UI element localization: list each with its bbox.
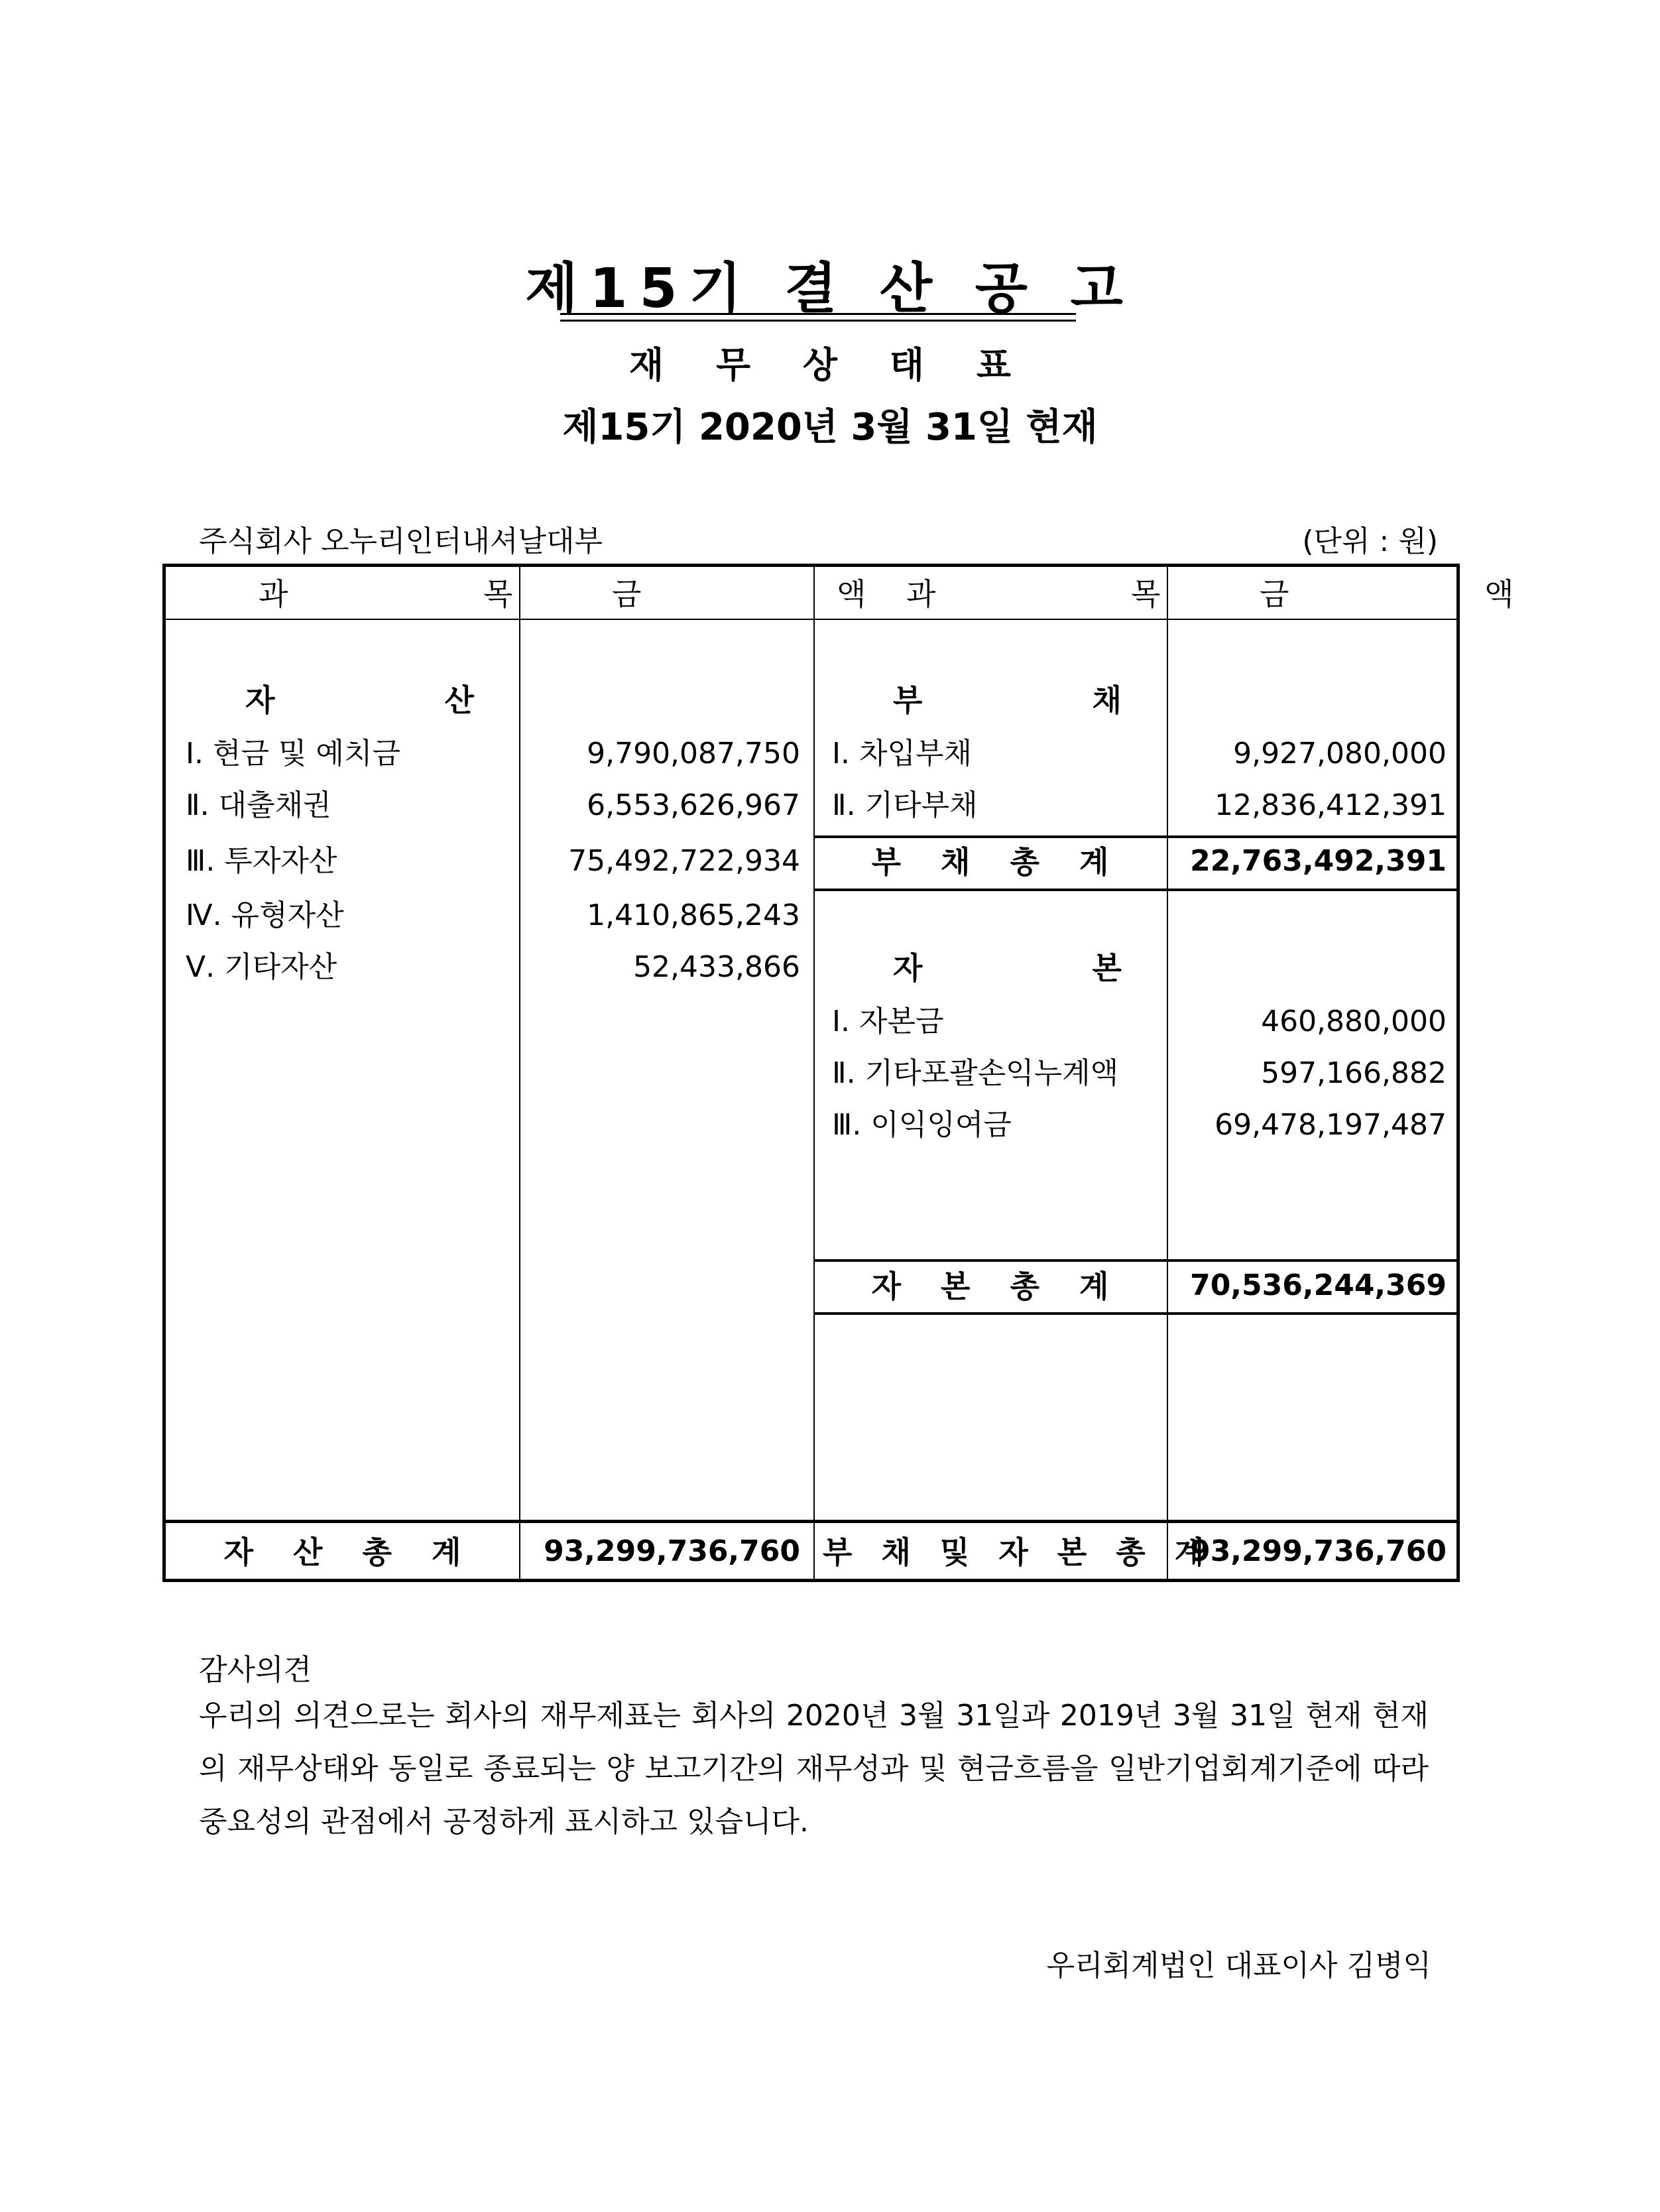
column-divider — [813, 567, 815, 1579]
unit-label: (단위 : 원) — [1302, 524, 1438, 558]
total-divider — [166, 1520, 1456, 1523]
column-divider — [519, 567, 520, 1579]
liability-item-amount: 9,927,080,000 — [1233, 737, 1447, 770]
asset-item-amount: 75,492,722,934 — [568, 844, 800, 878]
asset-item-label: Ⅴ. 기타자산 — [186, 950, 337, 984]
audit-opinion-body: 우리의 의견으로는 회사의 재무제표는 회사의 2020년 3월 31일과 2019년 3월 31일 현재 현재의 재무상태와 동일로 종료되는 양 보고기간의 재무성과 및 현금흐름을 일반기업회계기준에 따라 중요성의 관점에서 공정하게 표시하고 있습니다. — [199, 1699, 1429, 1839]
equity-item-amount: 597,166,882 — [1261, 1056, 1447, 1090]
company-name: 주식회사 오누리인터내셔날대부 — [199, 524, 603, 558]
asset-item-amount: 6,553,626,967 — [587, 788, 800, 822]
liabilities-total-top-line — [813, 835, 1456, 838]
equity-item-label: Ⅲ. 이익잉여금 — [832, 1108, 1012, 1142]
header-right-item: 과 목 — [906, 576, 1254, 612]
assets-total-amount: 93,299,736,760 — [544, 1534, 800, 1568]
equity-item-label: Ⅰ. 자본금 — [832, 1005, 944, 1038]
liabilities-total-label: 부 채 총 계 — [871, 844, 1124, 880]
asset-item-amount: 52,433,866 — [633, 950, 800, 984]
page-title: 제15기 결 산 공 고 — [525, 257, 1135, 320]
equity-section-title: 자 본 — [893, 950, 1201, 986]
asset-item-label: Ⅰ. 현금 및 예치금 — [186, 737, 400, 770]
balance-sheet-table — [162, 564, 1607, 1582]
liabilities-equity-total-label: 부 채 및 자 본 총 계 — [823, 1534, 1214, 1570]
equity-item-amount: 460,880,000 — [1261, 1005, 1447, 1038]
equity-item-amount: 69,478,197,487 — [1215, 1108, 1447, 1142]
asset-item-amount: 9,790,087,750 — [587, 737, 800, 770]
asset-item-label: Ⅱ. 대출채권 — [186, 788, 331, 822]
asset-item-label: Ⅳ. 유형자산 — [186, 898, 344, 932]
liabilities-total-amount: 22,763,492,391 — [1190, 844, 1447, 878]
asset-item-label: Ⅲ. 투자자산 — [186, 844, 337, 878]
equity-total-top-line — [813, 1259, 1456, 1262]
equity-total-label: 자 본 총 계 — [871, 1268, 1124, 1304]
liability-item-label: Ⅱ. 기타부채 — [832, 788, 978, 822]
header-left-item: 과 목 — [259, 576, 606, 612]
liabilities-section-title: 부 채 — [893, 682, 1201, 718]
liabilities-equity-total-amount: 93,299,736,760 — [1190, 1534, 1447, 1568]
liability-item-label: Ⅰ. 차입부채 — [832, 737, 972, 770]
assets-section-title: 자 산 — [245, 682, 554, 718]
asset-item-amount: 1,410,865,243 — [587, 898, 800, 932]
equity-total-amount: 70,536,244,369 — [1190, 1268, 1447, 1302]
statement-title: 재 무 상 태 표 — [628, 344, 1032, 386]
audit-opinion-title: 감사의견 — [199, 1653, 312, 1687]
liabilities-total-bottom-line — [813, 889, 1456, 891]
auditor-signature: 우리회계법인 대표이사 김병익 — [1046, 1949, 1431, 1983]
title-underline-bottom — [560, 320, 1076, 322]
header-divider — [166, 619, 1456, 620]
title-underline-top — [560, 313, 1076, 315]
statement-date: 제15기 2020년 3월 31일 현재 — [562, 406, 1098, 449]
equity-item-label: Ⅱ. 기타포괄손익누계액 — [832, 1056, 1119, 1090]
header-right-amount: 금 액 — [1260, 576, 1607, 612]
assets-total-label: 자 산 총 계 — [223, 1534, 476, 1570]
header-left-amount: 금 액 — [612, 576, 959, 612]
liability-item-amount: 12,836,412,391 — [1215, 788, 1447, 822]
equity-total-bottom-line — [813, 1312, 1456, 1315]
